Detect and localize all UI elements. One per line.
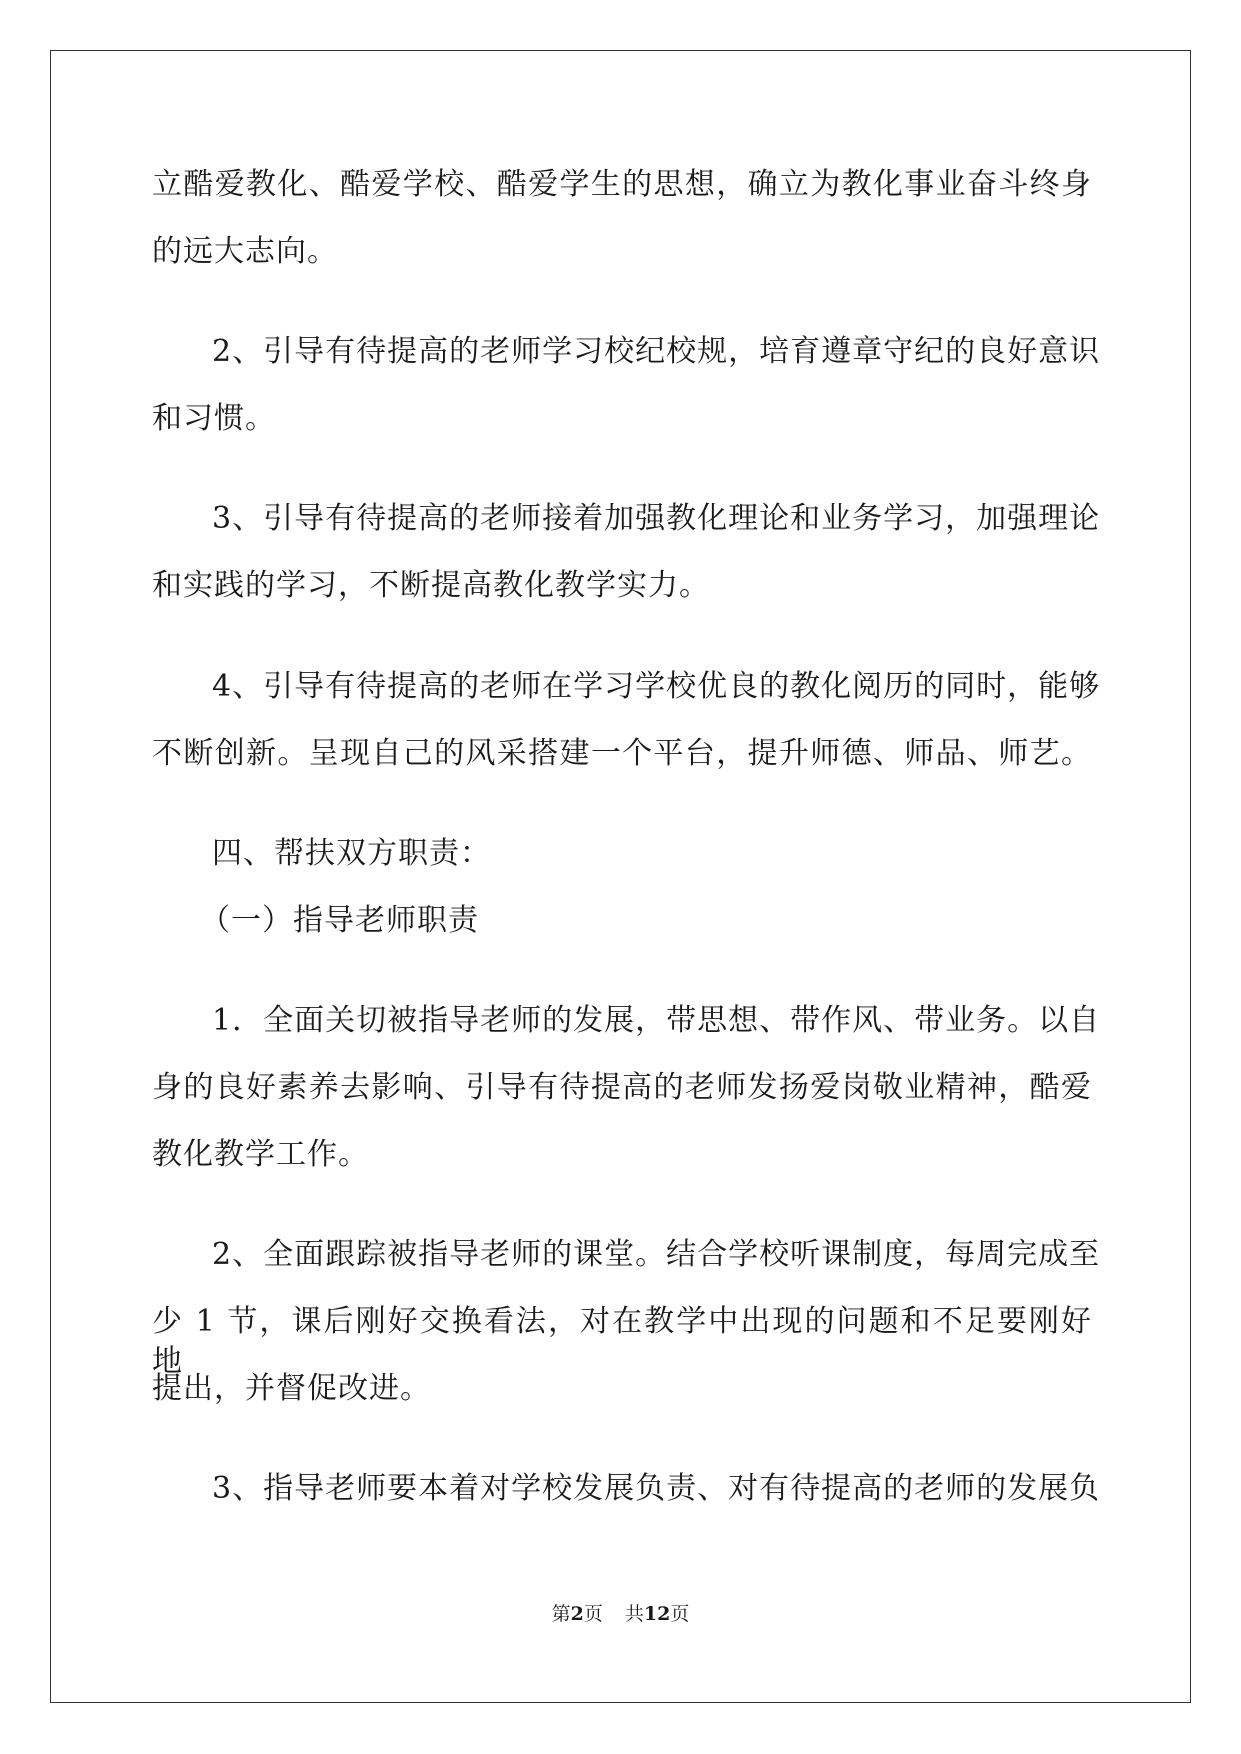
section-heading: 四、帮扶双方职责：	[212, 836, 491, 871]
paragraph-line: 2、全面跟踪被指导老师的课堂。结合学校听课制度，每周完成至	[212, 1237, 1101, 1272]
paragraph-line: 3、指导老师要本着对学校发展负责、对有待提高的老师的发展负	[212, 1471, 1101, 1506]
paragraph-line: 立酷爱教化、酷爱学校、酷爱学生的思想，确立为教化事业奋斗终身	[152, 167, 1092, 202]
paragraph-line: 不断创新。呈现自己的风采搭建一个平台，提升师德、师品、师艺。	[152, 736, 1092, 771]
total-label-prefix: 共	[624, 1603, 644, 1625]
page-footer	[0, 1601, 1241, 1627]
paragraph-line: 少 1 节，课后刚好交换看法，对在教学中出现的问题和不足要刚好地	[152, 1304, 1092, 1379]
subsection-heading: （一）指导老师职责	[200, 903, 479, 938]
paragraph-line: 的远大志向。	[152, 234, 338, 269]
page-label-suffix: 页	[583, 1603, 603, 1625]
paragraph-line: 身的良好素养去影响、引导有待提高的老师发扬爱岗敬业精神，酷爱	[152, 1070, 1092, 1105]
total-page-number: 12	[643, 1603, 671, 1625]
paragraph-line: 1．全面关切被指导老师的发展，带思想、带作风、带业务。以自	[212, 1003, 1101, 1038]
total-label-suffix: 页	[670, 1603, 690, 1625]
paragraph-line: 2、引导有待提高的老师学习校纪校规，培育遵章守纪的良好意识	[212, 334, 1101, 369]
page-label-prefix: 第	[551, 1603, 571, 1625]
paragraph-line: 4、引导有待提高的老师在学习学校优良的教化阅历的同时，能够	[212, 669, 1101, 704]
paragraph-line: 和习惯。	[152, 401, 276, 436]
page-border	[50, 50, 1191, 1703]
current-page-number: 2	[570, 1603, 584, 1625]
paragraph-line: 提出，并督促改进。	[152, 1371, 431, 1406]
paragraph-line: 和实践的学习，不断提高教化教学实力。	[152, 568, 710, 603]
paragraph-line: 3、引导有待提高的老师接着加强教化理论和业务学习，加强理论	[212, 501, 1101, 536]
paragraph-line: 教化教学工作。	[152, 1137, 369, 1172]
